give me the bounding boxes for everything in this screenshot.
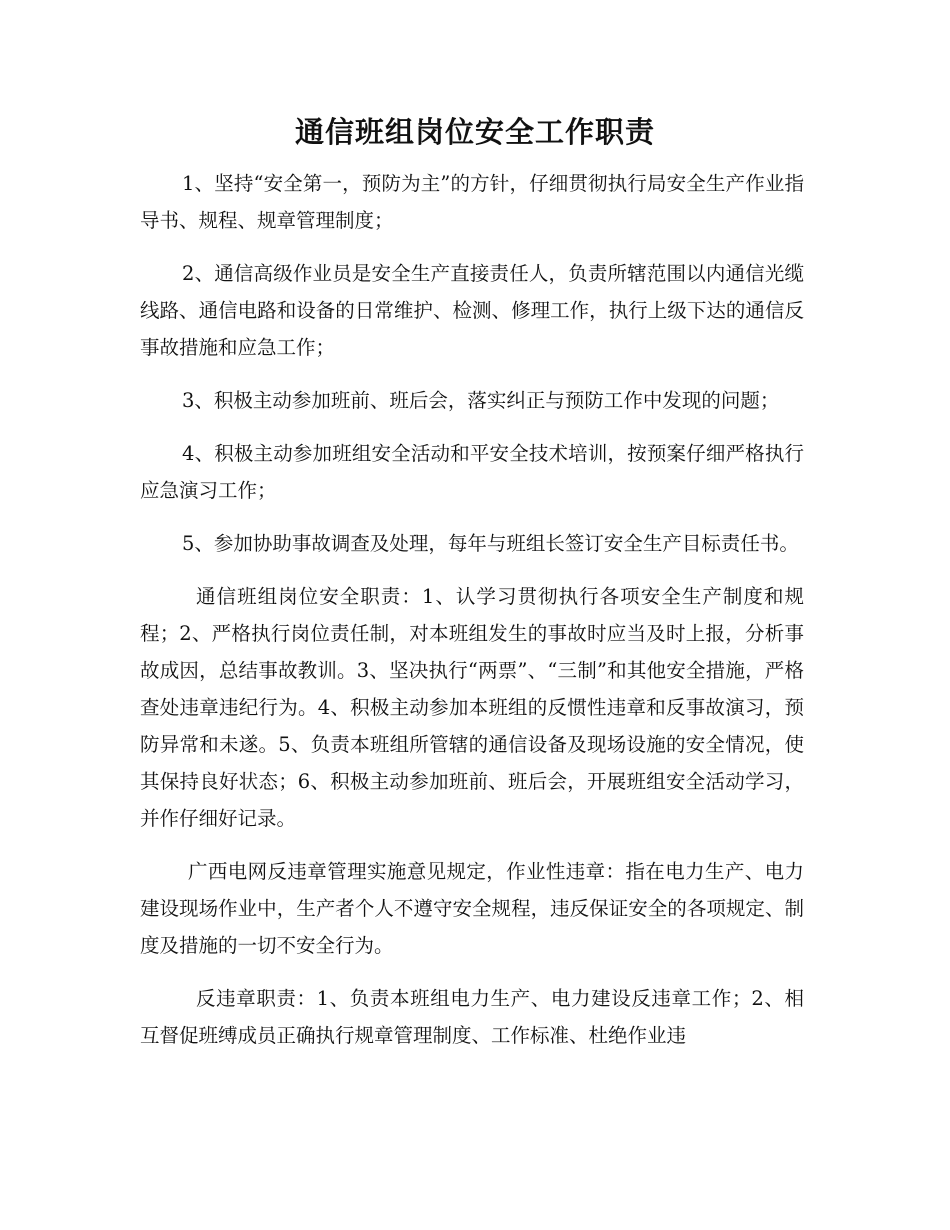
paragraph-7: 广西电网反违章管理实施意见规定，作业性违章：指在电力生产、电力建设现场作业中，生产者个人不遵守安全规程，违反保证安全的各项规定、制度及措施的一切不安全行为。 bbox=[140, 860, 804, 957]
paragraph-3: 3、积极主动参加班前、班后会，落实纠正与预防工作中发现的问题； bbox=[182, 389, 780, 412]
paragraph-4: 4、积极主动参加班组安全活动和平安全技术培训，按预案仔细严格执行应急演习工作； bbox=[140, 442, 804, 502]
document-body bbox=[140, 165, 804, 1070]
paragraph-1: 1、坚持“安全第一，预防为主”的方针，仔细贯彻执行局安全生产作业指导书、规程、规章管理制度； bbox=[140, 172, 804, 232]
document-title: 通信班组岗位安全工作职责 bbox=[294, 115, 655, 149]
paragraph-8: 反违章职责：1、负责本班组电力生产、电力建设反违章工作；2、相互督促班缚成员正确执行规章管理制度、工作标准、杜绝作业违 bbox=[140, 987, 804, 1047]
paragraph-5: 5、参加协助事故调查及处理，每年与班组长签订安全生产目标责任书。 bbox=[182, 532, 799, 555]
paragraph-2: 2、通信高级作业员是安全生产直接责任人，负责所辖范围以内通信光缆线路、通信电路和设备的日常维护、检测、修理工作，执行上级下达的通信反事故措施和应急工作； bbox=[140, 262, 804, 359]
paragraph-6: 通信班组岗位安全职责：1、认学习贯彻执行各项安全生产制度和规程；2、严格执行岗位责任制，对本班组发生的事故时应当及时上报，分析事故成因，总结事故教训。3、坚决执行“两票”、“三制”和其他安全措施，严格查处违章违纪行为。4、积极主动参加本班组的反惯性违章和反事故演习，预防异常和未遂。5、负责本班组所管辖的通信设备及现场设施的安全情况，使其保持良好状态；6、积极主动参加班前、班后会，开展班组安全活动学习，并作仔细好记录。 bbox=[140, 585, 804, 830]
